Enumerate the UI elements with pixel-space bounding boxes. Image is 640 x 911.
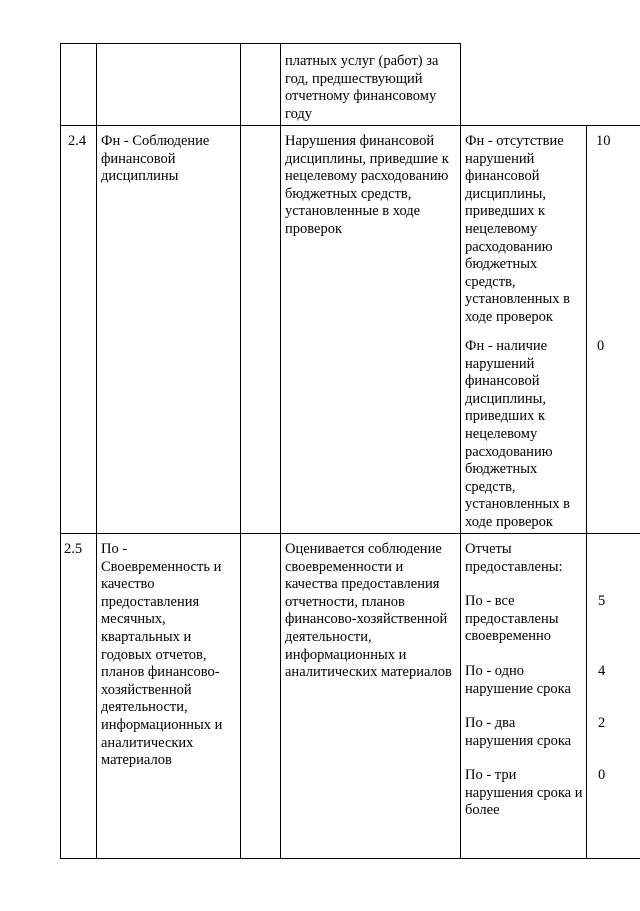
indicator-cell (101, 541, 238, 770)
row-divider (60, 125, 640, 126)
criterion-score: 10 (596, 133, 611, 149)
description-text: платных услуг (работ) за год, предшествующий отчетному финансовому году (285, 53, 439, 122)
criterion-text: Фн - наличие нарушений финансовой дисциплины, приведших к нецелевому расходованию бюджетных средств, установленных в ходе проверок (465, 338, 570, 530)
criterion-text: По - все предоставлены своевременно (465, 593, 559, 645)
criterion-score: 4 (598, 663, 606, 679)
row-divider (60, 533, 640, 534)
criterion-text: Фн - отсутствие нарушений финансовой дисциплины, приведших к нецелевому расходованию бюджетных средств, установленных в ходе проверок (465, 133, 570, 325)
row-number (68, 133, 94, 151)
criterion-score: 2 (598, 715, 606, 731)
column-divider (280, 43, 281, 858)
column-divider (586, 125, 587, 858)
row-divider (60, 43, 460, 44)
criterion-text: По - три нарушения срока и более (465, 767, 583, 819)
description-cell (285, 133, 459, 239)
description-text: Нарушения финансовой дисциплины, приведшие к нецелевому расходованию бюджетных средств, установленные в ходе проверок (285, 133, 449, 237)
description-cell (285, 541, 459, 682)
row-number (64, 541, 94, 559)
indicator-text: Фн - Соблюдение финансовой дисциплины (101, 133, 210, 185)
row-divider (60, 858, 640, 859)
indicator-text: По - Своевременность и качество предоставления месячных, квартальных и годовых отчетов, планов финансово-хозяйственной деятельности, информационных и аналитических материалов (101, 541, 223, 769)
criterion-score: 0 (597, 338, 605, 354)
criterion-text: По - одно нарушение срока (465, 663, 571, 697)
row-number-text: 2.4 (68, 133, 87, 149)
column-divider (460, 43, 461, 858)
criterion-score: 5 (598, 593, 606, 609)
criterion-text: По - два нарушения срока (465, 715, 572, 749)
criteria-header: Отчеты предоставлены: (465, 541, 563, 575)
column-divider (240, 43, 241, 858)
row-number-text: 2.5 (64, 541, 83, 557)
column-divider (96, 43, 97, 858)
column-divider (60, 43, 61, 858)
criterion-score: 0 (598, 767, 606, 783)
description-cell (285, 53, 457, 123)
indicator-cell (101, 133, 231, 186)
description-text: Оценивается соблюдение своевременности и качества предоставления отчетности, планов финансово-хозяйственной деятельности, информационных и аналитических материалов (285, 541, 452, 681)
